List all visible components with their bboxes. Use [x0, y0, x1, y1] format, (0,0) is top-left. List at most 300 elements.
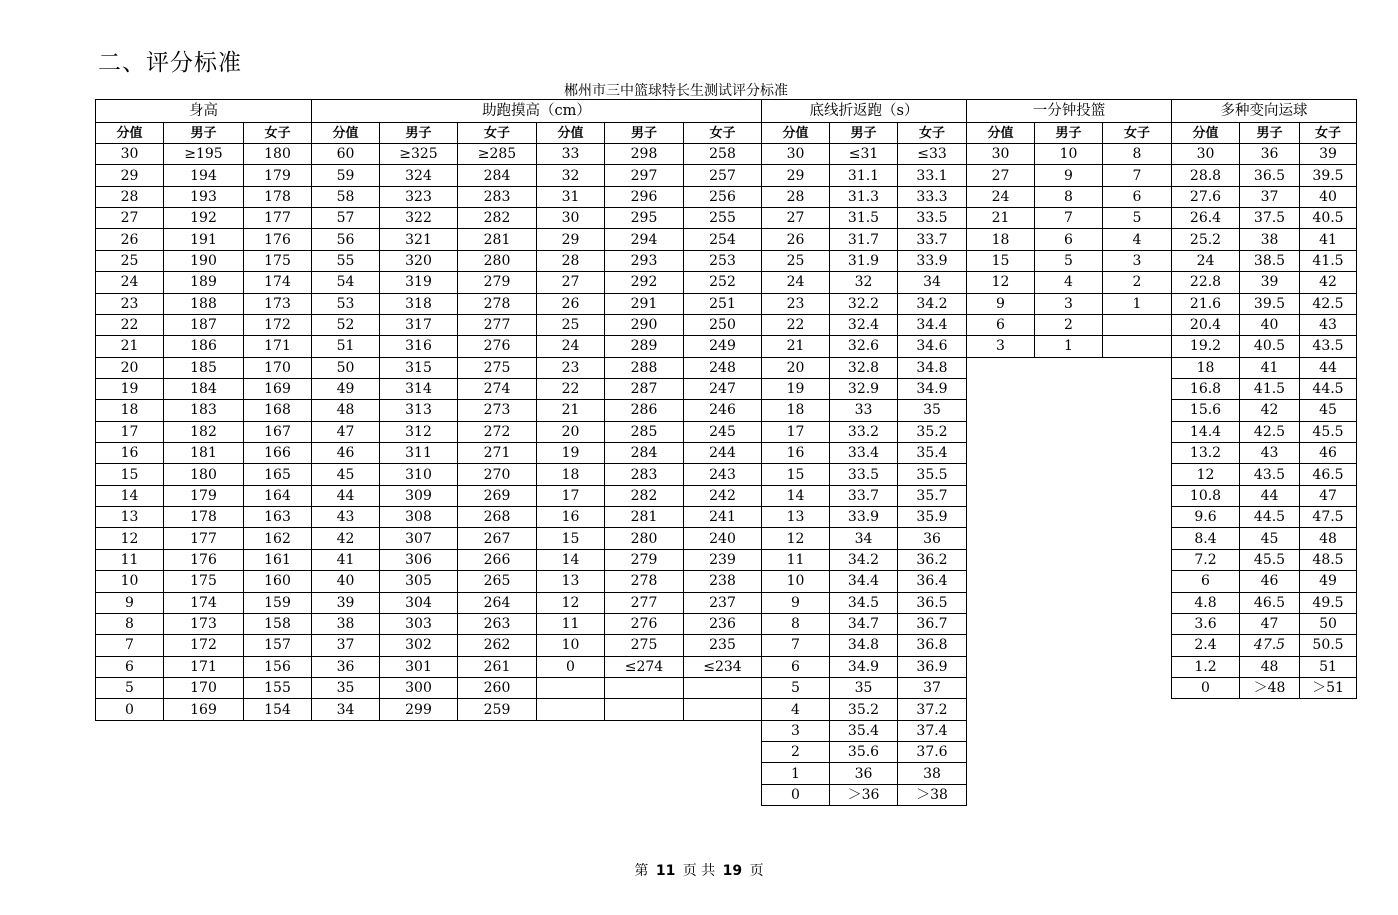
table-cell: 288 — [605, 357, 684, 378]
table-cell: 8 — [1103, 144, 1172, 165]
table-cell: 279 — [605, 549, 684, 570]
table-cell: 37.2 — [898, 699, 967, 720]
table-cell: 1.2 — [1172, 656, 1240, 677]
table-cell: 18 — [537, 464, 605, 485]
table-cell: 26 — [96, 229, 164, 250]
table-row — [967, 186, 1172, 207]
table-cell: ＞51 — [1300, 677, 1357, 698]
table-cell: 27.6 — [1172, 186, 1240, 207]
table-row — [96, 443, 762, 464]
table-cell: 311 — [380, 443, 458, 464]
table-cell: 178 — [244, 186, 312, 207]
table-cell: 9 — [96, 592, 164, 613]
table-cell: 168 — [244, 400, 312, 421]
table-row — [96, 357, 762, 378]
table-row — [96, 250, 762, 271]
table-cell: 27 — [96, 208, 164, 229]
table-cell: 18 — [96, 400, 164, 421]
col-female: 女子 — [1300, 123, 1357, 144]
table-cell: 170 — [244, 357, 312, 378]
table-cell: 54 — [312, 272, 380, 293]
table-cell: 9 — [762, 592, 830, 613]
table-cell: 10.8 — [1172, 485, 1240, 506]
col-score: 分值 — [1172, 123, 1240, 144]
table-cell: 26.4 — [1172, 208, 1240, 229]
table-row — [1172, 485, 1357, 506]
table-cell: 318 — [380, 293, 458, 314]
table-cell: 52 — [312, 314, 380, 335]
table-cell: 39 — [312, 592, 380, 613]
height-jump-block — [95, 99, 762, 721]
table-cell: 281 — [458, 229, 537, 250]
table-cell: 5 — [1035, 250, 1103, 271]
table-cell: 24 — [537, 336, 605, 357]
table-cell: 30 — [96, 144, 164, 165]
table-cell: 268 — [458, 507, 537, 528]
table-row — [96, 144, 762, 165]
table-cell: 284 — [605, 443, 684, 464]
table-cell: 44.5 — [1240, 507, 1300, 528]
table-row — [1172, 314, 1357, 335]
table-cell: 36.4 — [898, 571, 967, 592]
table-cell: 3.6 — [1172, 613, 1240, 634]
table-cell: 287 — [605, 378, 684, 399]
table-row — [762, 272, 967, 293]
table-cell: 182 — [164, 421, 244, 442]
table-cell: 180 — [244, 144, 312, 165]
footer-page-number: 11 — [655, 863, 676, 879]
table-cell: 7 — [762, 635, 830, 656]
table-cell: 312 — [380, 421, 458, 442]
table-row — [762, 421, 967, 442]
table-cell: 175 — [164, 571, 244, 592]
table-cell: 282 — [605, 485, 684, 506]
table-cell: 40 — [1240, 314, 1300, 335]
group-header-shooting: 一分钟投篮 — [967, 100, 1172, 123]
col-score: 分值 — [967, 123, 1035, 144]
table-cell: 178 — [164, 507, 244, 528]
table-row — [967, 144, 1172, 165]
table-cell: 308 — [380, 507, 458, 528]
table-cell: 16.8 — [1172, 378, 1240, 399]
table-cell: 292 — [605, 272, 684, 293]
table-cell: 44 — [312, 485, 380, 506]
table-cell: 27 — [967, 165, 1035, 186]
table-cell: 8 — [1035, 186, 1103, 207]
dribble-block — [1171, 99, 1357, 699]
table-cell: 275 — [605, 635, 684, 656]
col-score: 分值 — [312, 123, 380, 144]
table-cell: 43 — [1300, 314, 1357, 335]
table-cell: 37.6 — [898, 742, 967, 763]
table-cell: 307 — [380, 528, 458, 549]
table-cell: 313 — [380, 400, 458, 421]
table-cell — [605, 677, 684, 698]
table-cell: 19 — [537, 443, 605, 464]
table-cell: 179 — [164, 485, 244, 506]
table-cell: 37.4 — [898, 720, 967, 741]
shooting-block — [966, 99, 1172, 358]
table-cell: 15 — [967, 250, 1035, 271]
table-cell: 24 — [96, 272, 164, 293]
table-row — [967, 314, 1172, 335]
table-cell: 8 — [762, 613, 830, 634]
table-row — [96, 677, 762, 698]
table-cell: 236 — [684, 613, 762, 634]
table-cell: 29 — [96, 165, 164, 186]
table-cell: 43 — [1240, 443, 1300, 464]
table-cell: 30 — [537, 208, 605, 229]
table-cell: 6 — [1035, 229, 1103, 250]
table-cell: 15.6 — [1172, 400, 1240, 421]
table-row — [1172, 336, 1357, 357]
table-cell: 239 — [684, 549, 762, 570]
table-cell: 280 — [605, 528, 684, 549]
table-cell: 246 — [684, 400, 762, 421]
table-cell: 43 — [312, 507, 380, 528]
table-cell: 32.8 — [830, 357, 898, 378]
table-row — [96, 635, 762, 656]
table-cell: 42 — [312, 528, 380, 549]
table-cell: ≤274 — [605, 656, 684, 677]
table-cell: 1 — [1103, 293, 1172, 314]
table-row — [96, 656, 762, 677]
table-row — [762, 400, 967, 421]
table-cell: 2 — [1035, 314, 1103, 335]
table-cell: 34 — [312, 699, 380, 720]
table-cell: 44 — [1300, 357, 1357, 378]
table-row — [762, 186, 967, 207]
table-cell: 40 — [1300, 186, 1357, 207]
table-cell: 264 — [458, 592, 537, 613]
table-cell: 14.4 — [1172, 421, 1240, 442]
table-cell: 45 — [1300, 400, 1357, 421]
dribble-table — [1171, 99, 1357, 699]
table-row — [1172, 656, 1357, 677]
table-cell: 177 — [164, 528, 244, 549]
table-cell: 251 — [684, 293, 762, 314]
col-female: 女子 — [898, 123, 967, 144]
table-cell: 40.5 — [1240, 336, 1300, 357]
table-cell: 273 — [458, 400, 537, 421]
table-cell: 56 — [312, 229, 380, 250]
table-cell: 0 — [96, 699, 164, 720]
table-cell: 243 — [684, 464, 762, 485]
table-cell: 4 — [1103, 229, 1172, 250]
table-cell: 31.7 — [830, 229, 898, 250]
table-cell: 26 — [537, 293, 605, 314]
table-cell: 257 — [684, 165, 762, 186]
group-header-height: 身高 — [96, 100, 312, 123]
table-cell: 289 — [605, 336, 684, 357]
table-cell: 32 — [537, 165, 605, 186]
table-cell: 51 — [1300, 656, 1357, 677]
table-cell — [1103, 314, 1172, 335]
table-cell: 14 — [96, 485, 164, 506]
table-cell: 271 — [458, 443, 537, 464]
table-cell: 39 — [1240, 272, 1300, 293]
table-row — [96, 549, 762, 570]
table-cell: 47.5 — [1300, 507, 1357, 528]
table-row — [96, 421, 762, 442]
table-cell: 16 — [537, 507, 605, 528]
table-cell: 34.8 — [830, 635, 898, 656]
table-cell: 20 — [762, 357, 830, 378]
table-cell: 39.5 — [1240, 293, 1300, 314]
table-cell: 0 — [1172, 677, 1240, 698]
col-male: 男子 — [830, 123, 898, 144]
table-cell: 173 — [164, 613, 244, 634]
table-cell: 169 — [244, 378, 312, 399]
table-cell: 48 — [312, 400, 380, 421]
table-cell: 28 — [762, 186, 830, 207]
table-cell: 1 — [762, 763, 830, 784]
table-cell: 160 — [244, 571, 312, 592]
table-cell: 25 — [537, 314, 605, 335]
table-cell: 17 — [96, 421, 164, 442]
table-cell: 5 — [1103, 208, 1172, 229]
table-cell: 20 — [537, 421, 605, 442]
table-cell: 310 — [380, 464, 458, 485]
table-cell: 19 — [96, 378, 164, 399]
table-cell: 321 — [380, 229, 458, 250]
column-header-row — [96, 123, 762, 144]
table-cell: 32.4 — [830, 314, 898, 335]
table-cell: 36.7 — [898, 613, 967, 634]
table-row — [762, 613, 967, 634]
table-cell: 15 — [96, 464, 164, 485]
table-cell: 33.3 — [898, 186, 967, 207]
table-row — [762, 314, 967, 335]
table-row — [96, 378, 762, 399]
height-jump-table — [95, 99, 762, 721]
table-cell: 44 — [1240, 485, 1300, 506]
table-cell: 13 — [762, 507, 830, 528]
table-cell: 36 — [830, 763, 898, 784]
table-cell: 260 — [458, 677, 537, 698]
table-cell: 157 — [244, 635, 312, 656]
table-cell: 24 — [1172, 250, 1240, 271]
table-cell: 323 — [380, 186, 458, 207]
footer-prefix: 第 — [634, 863, 649, 879]
table-row — [1172, 165, 1357, 186]
table-row — [762, 742, 967, 763]
table-row — [96, 464, 762, 485]
table-cell: 295 — [605, 208, 684, 229]
table-cell: 256 — [684, 186, 762, 207]
col-female: 女子 — [458, 123, 537, 144]
table-cell: 36.5 — [1240, 165, 1300, 186]
table-cell: 33.5 — [898, 208, 967, 229]
table-cell: 13 — [537, 571, 605, 592]
table-cell: 290 — [605, 314, 684, 335]
table-cell: 42 — [1240, 400, 1300, 421]
table-cell: 277 — [605, 592, 684, 613]
table-cell: 10 — [1035, 144, 1103, 165]
table-row — [96, 229, 762, 250]
table-row — [96, 208, 762, 229]
table-cell: 15 — [537, 528, 605, 549]
table-row — [762, 336, 967, 357]
table-cell: 31.9 — [830, 250, 898, 271]
table-cell: 4 — [1035, 272, 1103, 293]
table-cell: 166 — [244, 443, 312, 464]
table-cell: 6 — [96, 656, 164, 677]
col-male: 男子 — [605, 123, 684, 144]
table-cell: 32.6 — [830, 336, 898, 357]
col-male: 男子 — [380, 123, 458, 144]
table-cell: 34.5 — [830, 592, 898, 613]
table-cell: 46.5 — [1240, 592, 1300, 613]
table-cell: 38 — [312, 613, 380, 634]
table-cell: 34 — [898, 272, 967, 293]
table-cell: 167 — [244, 421, 312, 442]
table-row — [762, 443, 967, 464]
table-cell: 34.4 — [830, 571, 898, 592]
table-cell: 165 — [244, 464, 312, 485]
table-cell: 25 — [762, 250, 830, 271]
table-cell: 183 — [164, 400, 244, 421]
table-cell: 317 — [380, 314, 458, 335]
table-cell: 172 — [244, 314, 312, 335]
table-cell: 41 — [1300, 229, 1357, 250]
table-cell: 33 — [537, 144, 605, 165]
table-cell: 34.7 — [830, 613, 898, 634]
table-row — [762, 378, 967, 399]
table-row — [1172, 229, 1357, 250]
table-cell: 7 — [96, 635, 164, 656]
table-cell: 8 — [96, 613, 164, 634]
table-cell: 30 — [1172, 144, 1240, 165]
table-cell: 281 — [605, 507, 684, 528]
table-row — [762, 229, 967, 250]
table-cell: 29 — [537, 229, 605, 250]
table-cell: 47.5 — [1240, 635, 1300, 656]
table-row — [96, 336, 762, 357]
footer-suffix: 页 — [749, 863, 764, 879]
table-cell: 277 — [458, 314, 537, 335]
group-header-jump: 助跑摸高（cm） — [312, 100, 762, 123]
table-row — [967, 272, 1172, 293]
table-cell: 154 — [244, 699, 312, 720]
table-cell: 164 — [244, 485, 312, 506]
table-row — [1172, 144, 1357, 165]
table-cell: 247 — [684, 378, 762, 399]
table-cell: 32.9 — [830, 378, 898, 399]
section-heading: 二、评分标准 — [98, 50, 242, 76]
table-cell: ≤234 — [684, 656, 762, 677]
table-row — [96, 314, 762, 335]
table-cell: 301 — [380, 656, 458, 677]
table-cell: 291 — [605, 293, 684, 314]
table-cell: 35 — [312, 677, 380, 698]
table-cell: 13.2 — [1172, 443, 1240, 464]
table-row — [762, 571, 967, 592]
table-cell: 29 — [762, 165, 830, 186]
table-cell: 36 — [1240, 144, 1300, 165]
table-cell: 18 — [1172, 357, 1240, 378]
table-cell: 9 — [1035, 165, 1103, 186]
table-cell: 179 — [244, 165, 312, 186]
table-cell: 12 — [1172, 464, 1240, 485]
table-cell: 309 — [380, 485, 458, 506]
table-row — [762, 635, 967, 656]
table-cell: 8.4 — [1172, 528, 1240, 549]
table-row — [762, 165, 967, 186]
table-cell: 34.2 — [830, 549, 898, 570]
table-cell: 240 — [684, 528, 762, 549]
table-cell: 285 — [605, 421, 684, 442]
table-row — [1172, 421, 1357, 442]
table-cell: 28 — [537, 250, 605, 271]
table-row — [96, 186, 762, 207]
table-cell: 176 — [244, 229, 312, 250]
table-cell: 261 — [458, 656, 537, 677]
table-cell: 2 — [1103, 272, 1172, 293]
footer-total-pages: 19 — [722, 863, 743, 879]
table-cell: 5 — [96, 677, 164, 698]
table-cell: 12 — [96, 528, 164, 549]
table-cell: 50 — [312, 357, 380, 378]
table-cell: 21 — [762, 336, 830, 357]
table-row — [1172, 250, 1357, 271]
table-cell: 22 — [96, 314, 164, 335]
table-cell: 36 — [312, 656, 380, 677]
table-cell: 47 — [312, 421, 380, 442]
table-row — [96, 485, 762, 506]
table-cell: 177 — [244, 208, 312, 229]
table-cell: 254 — [684, 229, 762, 250]
table-cell: 266 — [458, 549, 537, 570]
group-header-shuttle: 底线折返跑（s） — [762, 100, 967, 123]
table-cell: 282 — [458, 208, 537, 229]
table-cell: 186 — [164, 336, 244, 357]
table-cell: 34.4 — [898, 314, 967, 335]
table-cell: 263 — [458, 613, 537, 634]
table-cell: 158 — [244, 613, 312, 634]
table-cell: 30 — [967, 144, 1035, 165]
table-cell: 19 — [762, 378, 830, 399]
table-row — [762, 699, 967, 720]
table-cell: 23 — [537, 357, 605, 378]
table-row — [762, 677, 967, 698]
table-row — [967, 208, 1172, 229]
table-cell: 51 — [312, 336, 380, 357]
table-cell: 18 — [762, 400, 830, 421]
table-cell: 237 — [684, 592, 762, 613]
table-cell: 33.7 — [898, 229, 967, 250]
table-row — [1172, 635, 1357, 656]
table-row — [762, 528, 967, 549]
table-cell: 21 — [967, 208, 1035, 229]
table-cell: 4 — [762, 699, 830, 720]
table-cell: 283 — [605, 464, 684, 485]
table-cell: 187 — [164, 314, 244, 335]
table-cell: 22 — [537, 378, 605, 399]
table-row — [96, 293, 762, 314]
table-cell: 174 — [164, 592, 244, 613]
table-cell: 300 — [380, 677, 458, 698]
table-cell: ≥325 — [380, 144, 458, 165]
table-cell: 22.8 — [1172, 272, 1240, 293]
table-cell: 5 — [762, 677, 830, 698]
table-cell: 34.2 — [898, 293, 967, 314]
table-row — [967, 250, 1172, 271]
table-cell: 163 — [244, 507, 312, 528]
table-cell: 49 — [1300, 571, 1357, 592]
table-cell: 34.8 — [898, 357, 967, 378]
table-cell: 10 — [762, 571, 830, 592]
